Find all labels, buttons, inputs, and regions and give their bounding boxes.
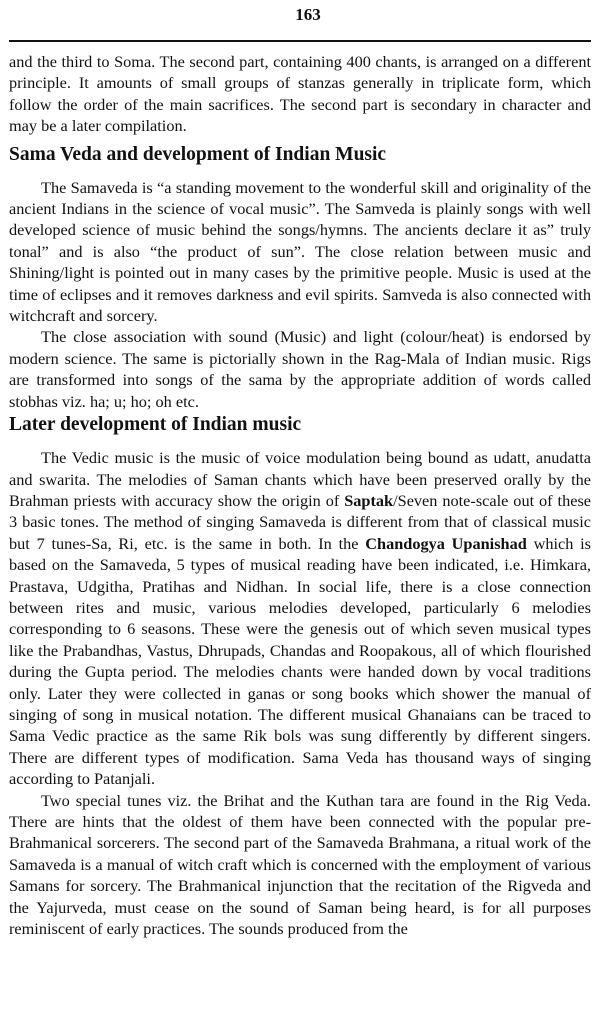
page-number: 163	[295, 5, 321, 24]
intro-paragraph: and the third to Soma. The second part, containing 400 chants, is arranged on a different principle. It amounts of small groups of stanzas generally in triplicate form, which follow the order of the main sacrifices. The second part is secondary in character and may be a later compilation.	[9, 52, 591, 136]
section-heading-sama-veda: Sama Veda and development of Indian Music	[9, 143, 387, 165]
header-rule	[9, 40, 591, 42]
paragraph-sound-and-light: The close association with sound (Music) and light (colour/heat) is endorsed by modern science. The same is pictorially shown in the Rag-Mala of Indian music. Rigs are transformed into songs of the sama by the appropriate addition of words called stobhas viz. ha; u; ho; oh etc.	[9, 327, 591, 411]
paragraph-special-tunes: Two special tunes viz. the Brihat and the Kuthan tara are found in the Rig Veda. There are hints that the oldest of them have been connected with the popular pre-Brahmanical sorcerers. The second part of the Samaveda Brahmana, a ritual work of the Samaveda is a manual of witch craft which is concerned with the employment of various Samans for sorcery. The Brahmanical injunction that the recitation of the Rigveda and the Yajurveda, must cease on the sound of Saman being heard, is for all purposes reminiscent of early practices. The sounds produced from the	[9, 790, 591, 939]
paragraph-text: The Vedic music is the music of voice modulation being bound as udatt, anudatta and swarita. The melodies of Saman chants which have been preserved orally by the Brahman priests with accuracy show the origin of	[9, 448, 591, 510]
paragraph-text: which is based on the Samaveda, 5 types of musical reading have been indicated, i.e. Himkara, Prastava, Udgitha, Pratihas and Nidhan. In social life, there is a close connection between rites and music, various melodies developed, particularly 6 melodies corresponding to 6 seasons. These were the genesis out of which seven musical types like the Prabandhas, Vastus, Dhrupads, Chandas and Roopakous, all of which flourished during the Gupta period. The melodies chants were handed down by vocal traditions only. Later they were collected in ganas or song books which shower the manual of singing of song in musical notation. The different musical Ghanaians can be traced to Sama Vedic practice as the same Rik bols was sung differently by different singers. There are different types of modification. Sama Veda has thousand ways of singing according to Patanjali.	[9, 533, 592, 789]
paragraph-text: /Seven note-scale out of these 3 basic tones. The method of singing Samaveda is different from that of classical music but 7 tunes-Sa, Ri, etc. is the same in both. In the	[9, 490, 592, 553]
term-chandogya-upanishad: Chandogya Upanishad	[365, 533, 527, 553]
term-saptak: Saptak	[344, 490, 394, 510]
section-heading-later-development: Later development of Indian music	[9, 414, 302, 436]
paragraph-samaveda-description: The Samaveda is “a standing movement to the wonderful skill and originality of the ancient Indians in the science of vocal music”. The Samveda is plainly songs with well developed science of music behind the songs/hymns. The ancients declare it as” truly tonal” and is also “the product of sun”. The close relation between music and Shining/light is pointed out in many cases by the primitive people. Music is used at the time of eclipses and it removes darkness and evil spirits. Samveda is also connected with witchcraft and sorcery.	[9, 177, 591, 326]
paragraph-vedic-music	[9, 447, 591, 790]
